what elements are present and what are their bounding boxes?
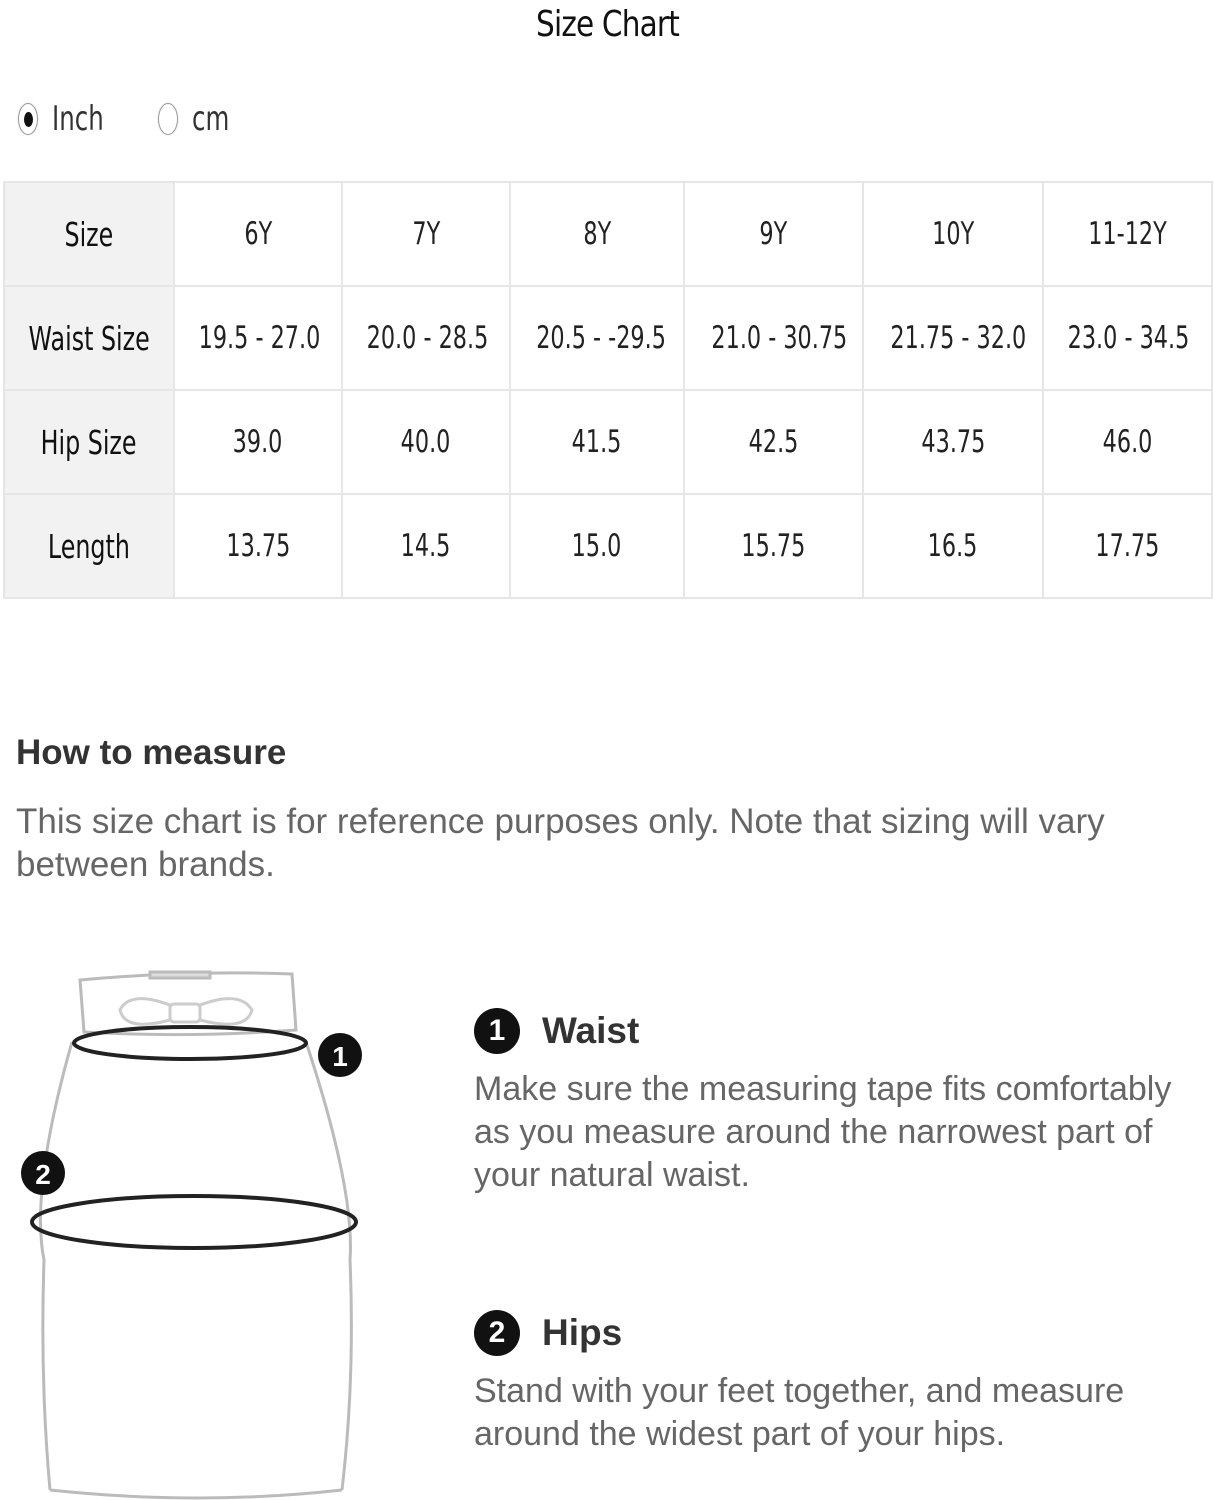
size-cell: 9Y (684, 182, 863, 286)
how-to-measure-description: This size chart is for reference purposes only. Note that sizing will vary between brands. (16, 802, 1105, 884)
length-cell: 15.0 (510, 494, 684, 598)
page-title: Size Chart (536, 4, 679, 45)
row-header: Length (4, 494, 174, 598)
waist-title: Waist (542, 1010, 640, 1051)
waist-instruction (474, 1006, 1194, 1197)
row-header: Hip Size (4, 390, 174, 494)
waist-cell: 20.5 - -29.5 (510, 286, 684, 390)
row-header: Size (4, 182, 174, 286)
size-cell: 10Y (863, 182, 1043, 286)
step-number-badge: 2 (474, 1310, 520, 1356)
waist-cell: 21.75 - 32.0 (863, 286, 1043, 390)
length-cell: 16.5 (863, 494, 1043, 598)
table-row (4, 286, 1212, 390)
hip-cell: 41.5 (510, 390, 684, 494)
waist-cell: 19.5 - 27.0 (174, 286, 342, 390)
size-cell: 7Y (342, 182, 510, 286)
radio-selected-dot (24, 112, 33, 127)
cm-label: cm (191, 99, 230, 139)
table-row (4, 494, 1212, 598)
waist-cell: 20.0 - 28.5 (342, 286, 510, 390)
waist-text: Make sure the measuring tape fits comfortably as you measure around the narrowest part of your natural waist. (474, 1070, 1172, 1194)
waist-cell: 23.0 - 34.5 (1043, 286, 1212, 390)
hip-marker-label: 2 (35, 1159, 51, 1190)
step-number-badge: 1 (474, 1008, 520, 1054)
size-table (3, 181, 1213, 599)
table-row (4, 390, 1212, 494)
size-cell: 6Y (174, 182, 342, 286)
size-cell: 11-12Y (1043, 182, 1212, 286)
hip-cell: 42.5 (684, 390, 863, 494)
hip-tape-line (32, 1196, 356, 1248)
inch-radio[interactable] (18, 103, 38, 135)
unit-selector (18, 94, 278, 144)
table-row (4, 182, 1212, 286)
hip-cell: 43.75 (863, 390, 1043, 494)
cm-radio[interactable] (158, 103, 178, 135)
hip-cell: 39.0 (174, 390, 342, 494)
inch-label: Inch (52, 99, 104, 139)
size-cell: 8Y (510, 182, 684, 286)
waist-cell: 21.0 - 30.75 (684, 286, 863, 390)
row-header: Waist Size (4, 286, 174, 390)
length-cell: 15.75 (684, 494, 863, 598)
waist-marker-label: 1 (332, 1041, 348, 1072)
length-cell: 17.75 (1043, 494, 1212, 598)
unit-option-inch[interactable] (18, 99, 124, 139)
hips-instruction (474, 1308, 1194, 1456)
unit-option-cm[interactable] (158, 99, 244, 139)
length-cell: 14.5 (342, 494, 510, 598)
hip-cell: 40.0 (342, 390, 510, 494)
waist-tape-line (74, 1027, 306, 1059)
hip-cell: 46.0 (1043, 390, 1212, 494)
hips-text: Stand with your feet together, and measure around the widest part of your hips. (474, 1372, 1125, 1453)
hips-title: Hips (542, 1312, 623, 1353)
how-to-measure-title: How to measure (16, 733, 287, 772)
skirt-illustration (10, 960, 390, 1500)
length-cell: 13.75 (174, 494, 342, 598)
